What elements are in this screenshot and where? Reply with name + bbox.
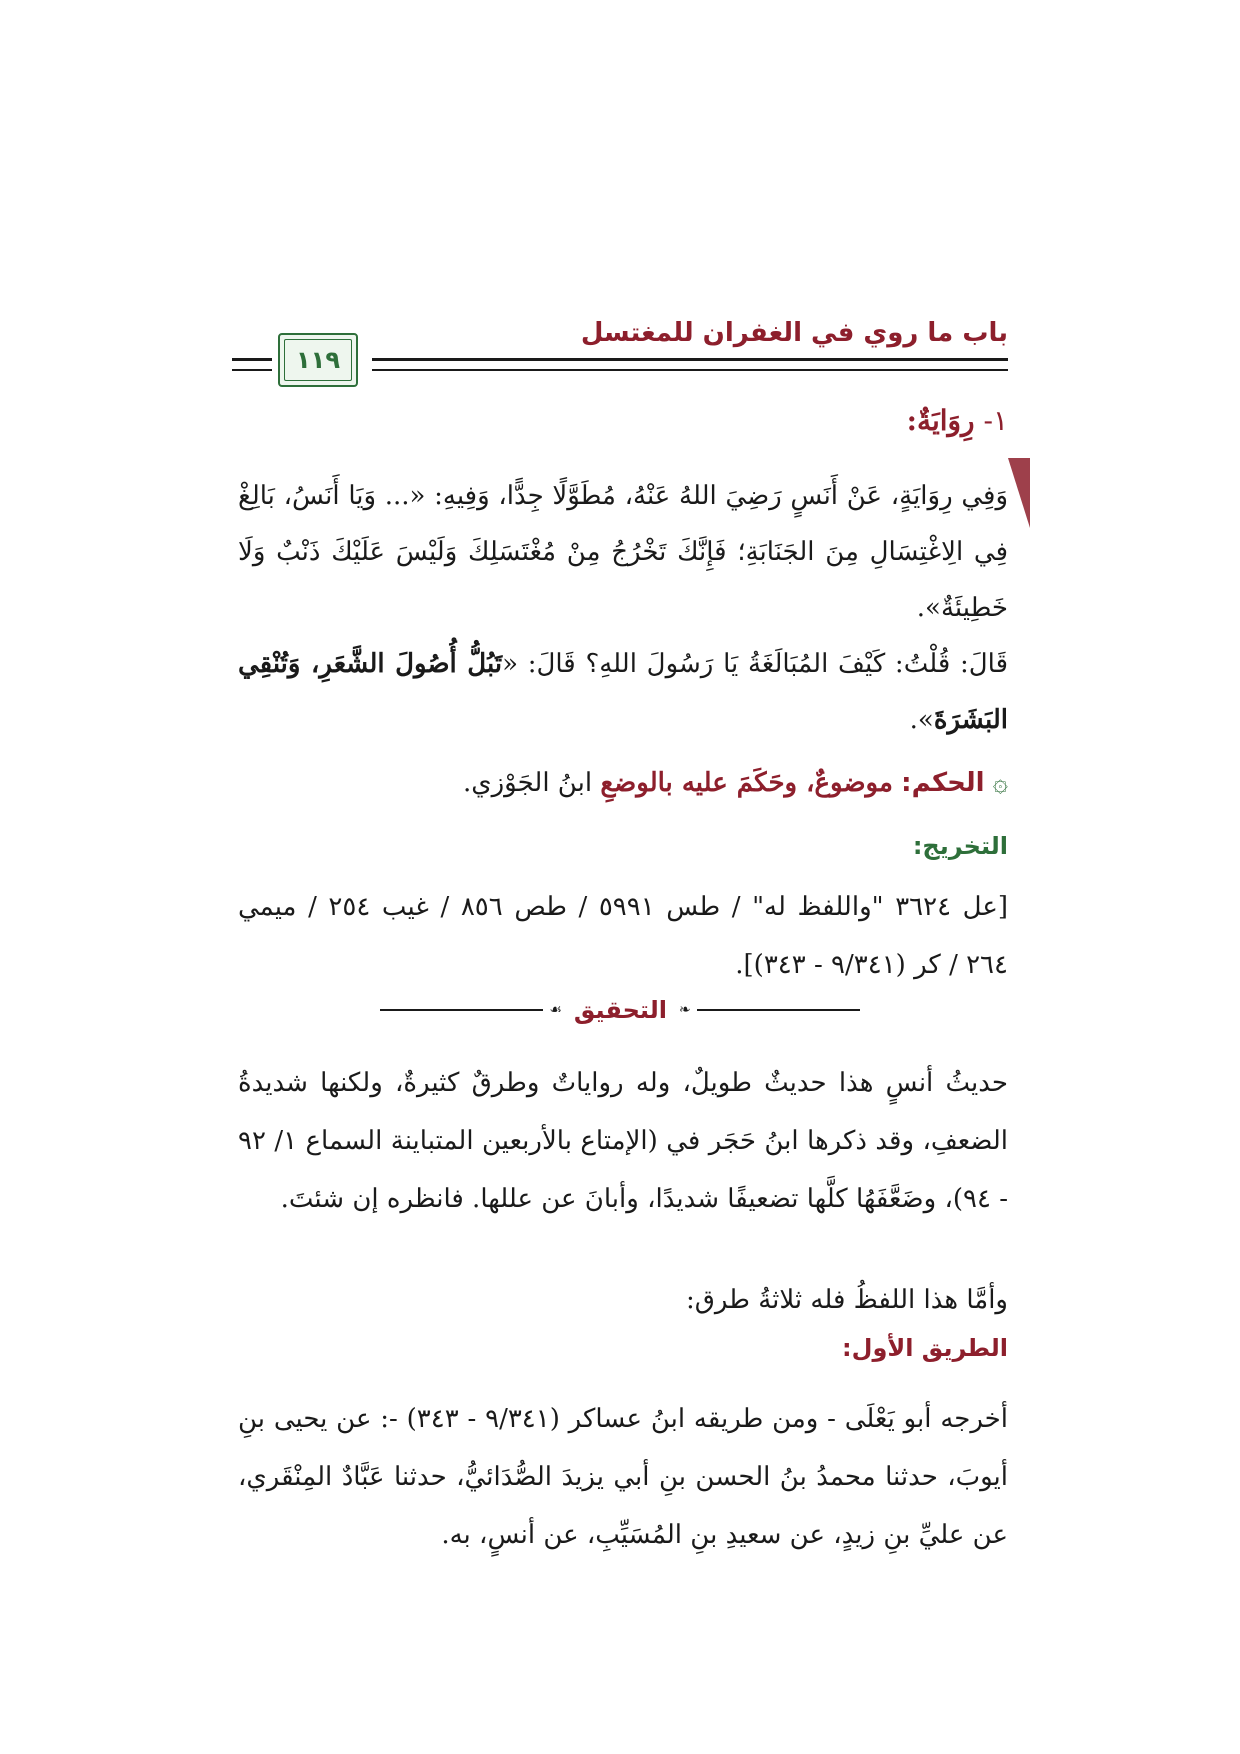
first-way-text: أخرجه أبو يَعْلَى - ومن طريقه ابنُ عساكر (٩/٣٤١ - ٣٤٣) -: عن يحيى بنِ أيوبَ، حدثنا محمدُ بنُ الحسن بنِ أبي يزيدَ الصُّدَائيُّ، حدثنا عَبَّادٌ المِنْقَري، عن عليِّ بنِ زيدٍ، عن سعيدِ بنِ المُسَيِّبِ، عن أنسٍ، به. bbox=[238, 1404, 1008, 1550]
riwaya-label: رِوَايَةٌ: bbox=[906, 404, 975, 437]
turuq-intro: وأمَّا هذا اللفظُ فله ثلاثةُ طرق: bbox=[686, 1285, 1008, 1315]
header-rule-bottom bbox=[372, 369, 1008, 371]
corner-ornament-icon bbox=[1008, 458, 1030, 528]
page-number: ١١٩ bbox=[296, 346, 340, 374]
divider-line-left bbox=[380, 1009, 543, 1011]
chapter-title: باب ما روي في الغفران للمغتسل bbox=[580, 318, 1008, 348]
hadith-paragraph-1: وَفِي رِوَايَةٍ، عَنْ أَنَسٍ رَضِيَ اللهُ عَنْهُ، مُطَوَّلًا جِدًّا، وَفِيهِ: «... وَيَا أَنَسُ، بَالِغْ فِي الِاغْتِسَالِ مِنَ الجَنَابَةِ؛ فَإِنَّكَ تَخْرُجُ مِنْ مُغْتَسَلِكَ وَلَيْسَ عَلَيْكَ ذَنْبٌ وَلَا خَطِيئَةٌ». bbox=[238, 481, 1008, 623]
ruling-line bbox=[463, 768, 1008, 798]
divider-ornament-icon: ☙ bbox=[549, 1002, 562, 1018]
tahqiq-text: حديثُ أنسٍ هذا حديثٌ طويلٌ، وله رواياتٌ وطرقٌ كثيرةٌ، ولكنها شديدةُ الضعفِ، وقد ذكرها ابنُ حَجَر في (الإمتاع بالأربعين المتباينة السماع ١/ ٩٢ - ٩٤)، وضَعَّفَهُا كلَّها تضعيفًا شديدًا، وأبانَ عن عللها. فانظره إن شئتَ. bbox=[238, 1068, 1008, 1214]
hadith-text bbox=[238, 468, 1008, 748]
tahqiq-heading: التحقيق bbox=[573, 996, 667, 1024]
header-rule-left-top bbox=[232, 358, 272, 361]
ruling-value: موضوعٌ، وحَكَمَ عليه بالوضعِ bbox=[600, 768, 893, 798]
ruling-label: الحكم: bbox=[901, 768, 985, 798]
ruling-rest: ابنُ الجَوْزي. bbox=[463, 768, 593, 798]
section-divider bbox=[380, 990, 860, 1030]
riwaya-heading bbox=[907, 404, 1008, 437]
takhrij-heading: التخريج: bbox=[912, 832, 1008, 860]
hadith-answer: تَبُلُّ أُصُولَ الشَّعَرِ، وَتُنْقِي البَشَرَةَ bbox=[238, 649, 1008, 735]
header-rule-left-bottom bbox=[232, 369, 272, 371]
page-number-frame bbox=[278, 333, 358, 387]
header-rule-top bbox=[372, 358, 1008, 361]
divider-line-right bbox=[697, 1009, 860, 1011]
divider-ornament-icon: ❧ bbox=[678, 1002, 691, 1018]
hadith-question: قَالَ: قُلْتُ: كَيْفَ المُبَالَغَةُ يَا رَسُولَ اللهِ؟ قَالَ: « bbox=[502, 649, 1008, 679]
first-way-heading: الطريق الأول: bbox=[842, 1334, 1008, 1362]
hadith-paragraph-2 bbox=[238, 636, 1008, 748]
riwaya-number: ١- bbox=[983, 404, 1008, 437]
takhrij-text: [عل ٣٦٢٤ "واللفظ له" / طس ٥٩٩١ / طص ٨٥٦ / غيب ٢٥٤ / ميمي ٢٦٤ / كر (٩/٣٤١ - ٣٤٣)]. bbox=[238, 892, 1008, 980]
hadith-close: ». bbox=[909, 705, 934, 735]
rosette-icon: ۞ bbox=[992, 768, 1008, 798]
